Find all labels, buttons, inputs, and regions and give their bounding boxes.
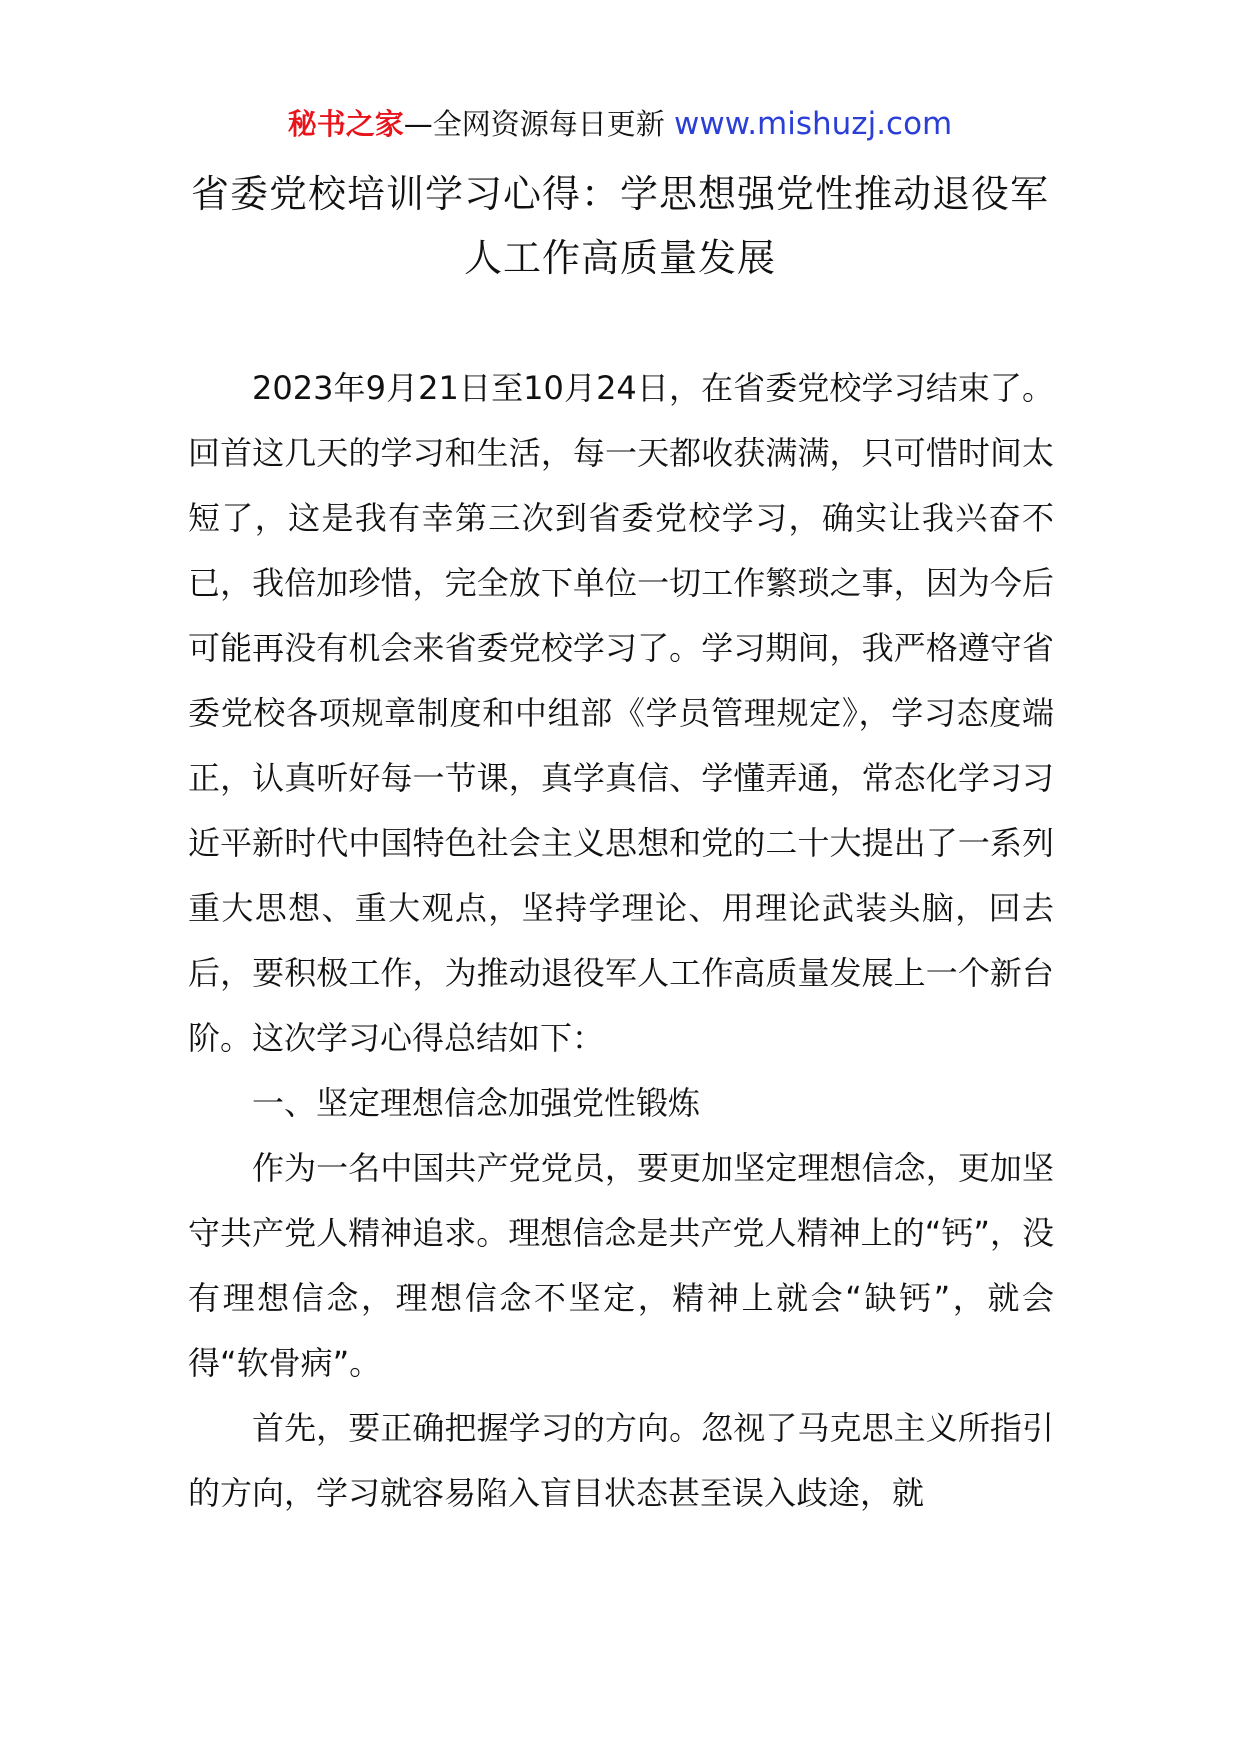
document-title: 省委党校培训学习心得：学思想强党性推动退役军人工作高质量发展 bbox=[190, 172, 1049, 280]
body-paragraph: 作为一名中国共产党党员，要更加坚定理想信念，更加坚守共产党人精神追求。理想信念是共产党人精神上的“钙”，没有理想信念，理想信念不坚定，精神上就会“缺钙”，就会得“软骨病”。 bbox=[188, 1149, 1054, 1382]
brand-name: 秘书之家 bbox=[287, 107, 404, 141]
site-header bbox=[0, 102, 1240, 146]
section-heading: 一、坚定理想信念加强党性锻炼 bbox=[252, 1084, 701, 1122]
header-tagline: —全网资源每日更新 bbox=[403, 107, 665, 141]
document-body bbox=[188, 356, 1054, 1526]
site-link[interactable]: www.mishuzj.com bbox=[673, 106, 953, 142]
body-paragraph: 首先，要正确把握学习的方向。忽视了马克思主义所指引的方向，学习就容易陷入盲目状态甚至误入歧途，就 bbox=[188, 1409, 1054, 1512]
intro-paragraph: 2023年9月21日至10月24日，在省委党校学习结束了。回首这几天的学习和生活，每一天都收获满满，只可惜时间太短了，这是我有幸第三次到省委党校学习，确实让我兴奋不已，我倍加珍惜，完全放下单位一切工作繁琐之事，因为今后可能再没有机会来省委党校学习了。学习期间，我严格遵守省委党校各项规章制度和中组部《学员管理规定》，学习态度端正，认真听好每一节课，真学真信、学懂弄通，常态化学习习近平新时代中国特色社会主义思想和党的二十大提出了一系列重大思想、重大观点，坚持学理论、用理论武装头脑，回去后，要积极工作，为推动退役军人工作高质量发展上一个新台阶。这次学习心得总结如下： bbox=[188, 369, 1054, 1057]
